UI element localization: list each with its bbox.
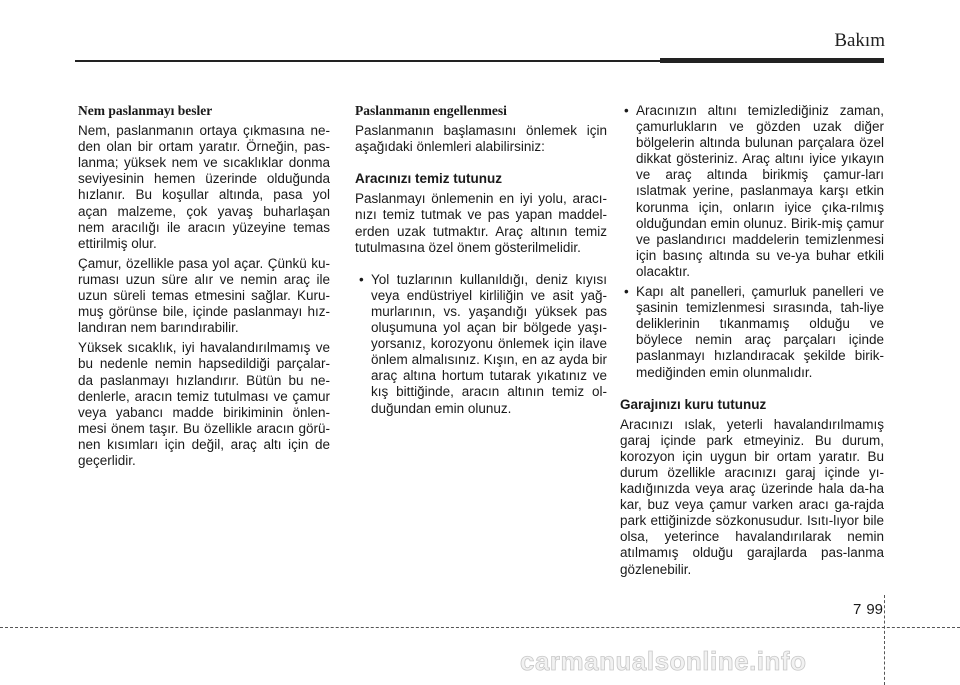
page-number-value: 99 xyxy=(866,601,884,618)
paragraph: Çamur, özellikle pasa yol açar. Çünkü ku-ruması uzun süre alır ve nemin araç ile uzun süreli temas etmesini sağlar. Kuru-muş görünse bile, içinde paslanmayı hız-landıran nem barındırabilir. xyxy=(78,255,330,336)
list-item: • Aracınızın altını temizlediğiniz zaman, çamurlukların ve gözden uzak diğer bölgelerin altında bulunan parçalara özel dikkat gösteriniz. Araç altını iyice yıkayın ve araç altında birikmiş çamur-ları ıslatmak yerine, paslanmaya karşı etkin korunma için, onların iyice çıka-rılmış olduğundan emin olunuz. Birik-miş çamur ve paslandırıcı maddelerin temizlenmesi için basınç altında su ve-ya buhar etkili olacaktır. xyxy=(620,103,884,280)
footer-dashed-rule xyxy=(0,627,960,628)
paragraph: Yüksek sıcaklık, iyi havalandırılmamış ve bu nedenle nemin hapsedildiği parçalar-da paslanmayı hızlandırır. Bütün bu ne-denlerle, aracın temiz tutulması ve çamur veya yabancı madde birikiminin önlen-mesi önem taşır. Bu özellikle aracın görü-nen kısımları için değil, araç altı için de geçerlidir. xyxy=(78,340,330,468)
paragraph: Nem, paslanmanın ortaya çıkmasına ne-den olan bir ortam yaratır. Örneğin, pas-lanma; yüksek nem ve sıcaklıklar donma seviyesinin hemen üzerinde olduğunda hızlanır. Bu koşullar altında, pasa yol açan malzeme, çok yavaş buharlaşan nem aracılığı ile aracın yüzeyine temas ettirilmiş olur. xyxy=(78,123,330,251)
paragraph: Paslanmayı önlemenin en iyi yolu, aracı-nızı temiz tutmak ve pas yapan maddel-erden uzak tutmaktır. Araç altının temiz tutulmasına özel önem gösterilmelidir. xyxy=(355,191,607,255)
watermark-text: carmanualsonline.info xyxy=(520,646,807,676)
column-left xyxy=(78,103,330,473)
subheading-keep-garage-dry: Garajınızı kuru tutunuz xyxy=(620,396,767,412)
list-item: • Yol tuzlarının kullanıldığı, deniz kıyısı veya endüstriyel kirliliğin ve asit yağ-murlarının, vs. yaşandığı yüksek pas oluşumuna yol açan bir bölgede yaşı-yorsanız, korozyonu önlemek için ilave önlem almalısınız. Kışın, en az ayda bir araç altına hortum tutarak yıkatınız ve kış bittiğinde, aracın altının temiz ol-duğundan emin olunuz. xyxy=(355,272,607,417)
subheading-keep-clean: Aracınızı temiz tutunuz xyxy=(355,171,503,187)
page-number xyxy=(853,601,883,618)
paragraph: Paslanmanın başlamasını önlemek için aşağıdaki önlemleri alabilirsiniz: xyxy=(355,123,607,155)
bullet-list xyxy=(355,272,607,417)
chapter-number: 7 xyxy=(853,601,862,618)
header-bar xyxy=(660,58,884,63)
footer-dashed-divider xyxy=(884,595,885,685)
paragraph: Aracınızı ıslak, yeterli havalandırılmamış garaj içinde park etmeyiniz. Bu durum, korozyon için uygun bir ortam yaratır. Bu durum özellikle aracınızı garaj içinde yı-kadığınızda veya araç üzerinde hala da-ha kar, buz veya çamur varken aracı ga-rajda park ettiğinizde sözkonusudur. Isıtı-lıyor bile olsa, yeterince havalandırılarak nemin atılmamış olduğu garajlarda pas-lanma gözlenebilir. xyxy=(620,416,884,577)
list-item: • Kapı alt panelleri, çamurluk panelleri ve şasinin temizlenmesi sırasında, tah-liye deliklerinin tıkanmamış olduğu ve böylece nemin araç parçaları içinde paslanmayı hızlandıracak şekilde birik-mediğinden emin olunmalıdır. xyxy=(620,284,884,381)
bullet-list xyxy=(620,103,884,381)
section-heading-moisture: Nem paslanmayı besler xyxy=(78,103,213,118)
column-right xyxy=(620,103,884,582)
page-header-title: Bakım xyxy=(834,30,885,51)
section-heading-prevention: Paslanmanın engellenmesi xyxy=(355,103,507,118)
column-middle xyxy=(355,103,607,421)
